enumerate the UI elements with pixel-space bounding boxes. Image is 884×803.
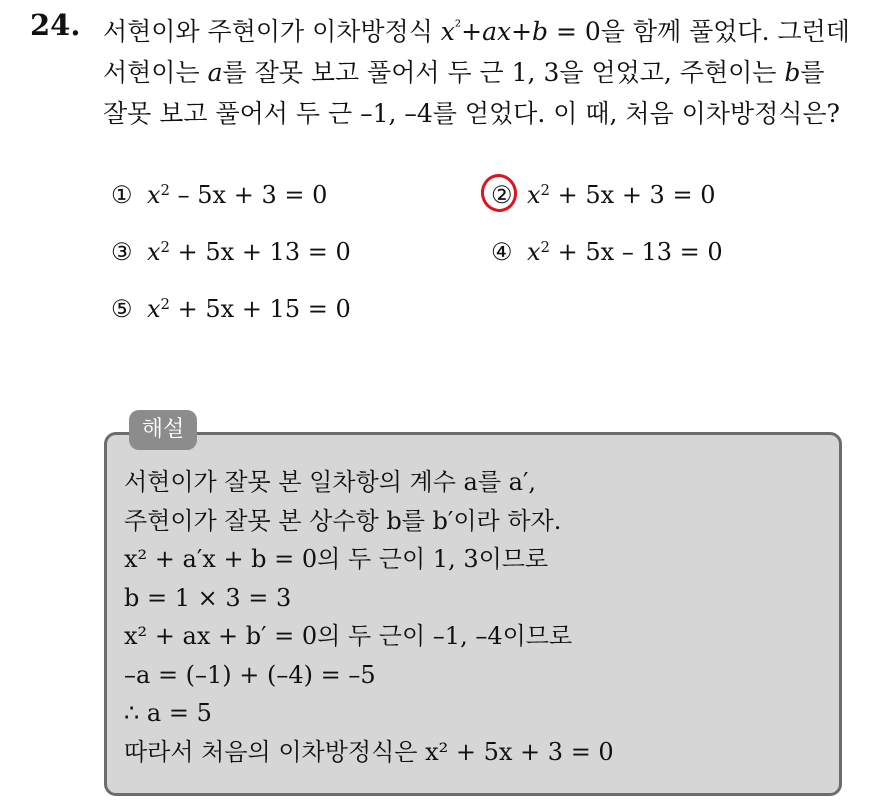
text-segment: 를 [800, 58, 825, 87]
text-segment: 를 잘못 보고 풀어서 두 근 1, 3을 얻었고, 주현이는 [222, 58, 785, 87]
math-var: x [440, 17, 455, 46]
solution-line: b = 1 × 3 = 3 [124, 583, 292, 612]
solution-line: x² + a′x + b = 0의 두 근이 1, 3이므로 [124, 545, 549, 573]
text-segment: 잘못 보고 풀어서 두 근 –1, –4를 얻었다. 이 때, 처음 이차방정식은? [103, 99, 840, 128]
math-exponent: ² [454, 17, 462, 36]
question-line [103, 11, 873, 52]
solution-line: x² + ax + b′ = 0의 두 근이 –1, –4이므로 [124, 622, 573, 650]
choice-equation: $x^2 - 5x + 3 = 0$ [147, 180, 328, 209]
choice-5[interactable] [111, 295, 351, 323]
choice-2[interactable] [491, 181, 715, 209]
solution-line: ∴ a = 5 [124, 699, 212, 727]
math-var: b [784, 58, 801, 87]
choice-number: ⑤ [111, 295, 133, 323]
solution-line: 서현이가 잘못 본 일차항의 계수 a를 a′, [124, 468, 537, 496]
question-text [103, 11, 873, 134]
choice-equation: $x^2 + 5x + 3 = 0$ [527, 180, 716, 209]
text-segment: = 0을 함께 풀었다. 그런데 [548, 17, 850, 46]
solution-line: –a = (–1) + (–4) = –5 [124, 660, 376, 689]
choice-equation: $x^2 + 5x + 13 = 0$ [147, 237, 351, 266]
text-segment: 서현이와 주현이가 이차방정식 [103, 17, 441, 46]
solution-text [124, 463, 834, 771]
solution-label: 해설 [129, 410, 197, 450]
question-number: 24. [30, 8, 81, 42]
choice-number: ③ [111, 238, 133, 266]
text-segment: 서현이는 [103, 58, 208, 87]
math-var: a [207, 58, 223, 87]
solution-line: 주현이가 잘못 본 상수항 b를 b′이라 하자. [124, 506, 562, 535]
choice-number: ② [491, 181, 513, 209]
choice-equation: $x^2 + 5x + 15 = 0$ [147, 294, 351, 323]
choice-4[interactable] [491, 238, 723, 266]
choice-equation: $x^2 + 5x - 13 = 0$ [527, 237, 723, 266]
choice-number: ④ [491, 238, 513, 266]
question-line [103, 93, 873, 134]
math-expr: +ax+b [461, 17, 549, 46]
solution-line: 따라서 처음의 이차방정식은 x² + 5x + 3 = 0 [124, 737, 614, 766]
choice-1[interactable] [111, 181, 327, 209]
choice-number: ① [111, 181, 133, 209]
choice-3[interactable] [111, 238, 351, 266]
question-line [103, 52, 873, 93]
